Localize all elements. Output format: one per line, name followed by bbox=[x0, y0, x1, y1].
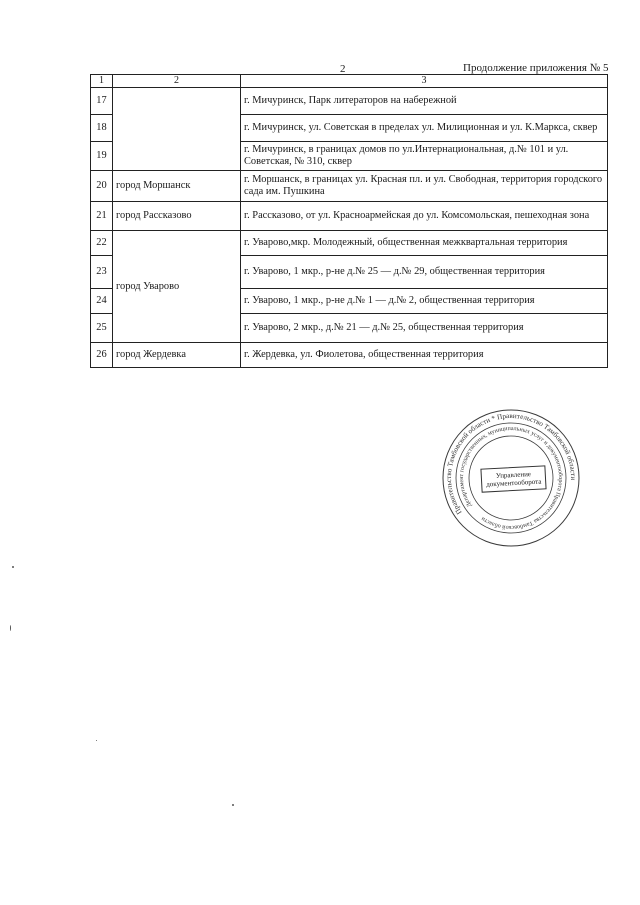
table-row bbox=[91, 343, 608, 368]
place-cell: г. Мичуринск, Парк литераторов на набережной bbox=[241, 88, 608, 115]
row-number: 17 bbox=[91, 88, 113, 115]
table-row bbox=[91, 171, 608, 202]
row-number: 21 bbox=[91, 202, 113, 231]
place-cell: г. Уварово, 1 мкр., р-не д.№ 1 — д.№ 2, общественная территория bbox=[241, 289, 608, 314]
row-number: 20 bbox=[91, 171, 113, 202]
city-cell: город Моршанск bbox=[113, 171, 241, 202]
city-cell-empty bbox=[113, 88, 241, 171]
place-cell: г. Рассказово, от ул. Красноармейская до ул. Комсомольская, пешеходная зона bbox=[241, 202, 608, 231]
table-row bbox=[91, 202, 608, 231]
place-cell: г. Моршанск, в границах ул. Красная пл. и ул. Свободная, территория городского сада им. Пушкина bbox=[241, 171, 608, 202]
table-row bbox=[91, 88, 608, 115]
row-number: 18 bbox=[91, 115, 113, 142]
official-stamp bbox=[441, 408, 581, 548]
stamp-center-line: Управление bbox=[496, 470, 532, 480]
place-cell: г. Жердевка, ул. Фиолетова, общественная территория bbox=[241, 343, 608, 368]
row-number: 22 bbox=[91, 231, 113, 256]
places-table bbox=[90, 74, 608, 368]
column-header: 3 bbox=[241, 75, 608, 88]
row-number: 26 bbox=[91, 343, 113, 368]
row-number: 25 bbox=[91, 314, 113, 343]
place-cell: г. Уварово, 1 мкр., р-не д.№ 25 — д.№ 29, общественная территория bbox=[241, 256, 608, 289]
scan-speck bbox=[232, 804, 234, 806]
page-number: 2 bbox=[340, 63, 346, 75]
svg-text:Правительство Тамбовской облас: Правительство Тамбовской области * Правительство Тамбовской области bbox=[444, 411, 578, 516]
city-cell: город Рассказово bbox=[113, 202, 241, 231]
table-header-row bbox=[91, 75, 608, 88]
city-cell: город Уварово bbox=[113, 231, 241, 343]
row-number: 23 bbox=[91, 256, 113, 289]
place-cell: г. Мичуринск, в границах домов по ул.Интернациональная, д.№ 101 и ул. Советская, № 310, сквер bbox=[241, 142, 608, 171]
continuation-title: Продолжение приложения № 5 bbox=[463, 62, 609, 74]
table-row bbox=[91, 231, 608, 256]
scan-speck bbox=[12, 566, 14, 568]
place-cell: г. Уварово,мкр. Молодежный, общественная межквартальная территория bbox=[241, 231, 608, 256]
place-cell: г. Мичуринск, ул. Советская в пределах ул. Милиционная и ул. К.Маркса, сквер bbox=[241, 115, 608, 142]
scan-speck bbox=[10, 625, 11, 631]
stamp-center-line: документооборота bbox=[486, 477, 543, 489]
svg-text:Департамент государственных, м: Департамент государственных, муниципальных услуг и документооборота Правительства Тамбовской области bbox=[458, 425, 564, 531]
scan-speck bbox=[96, 740, 97, 741]
place-cell: г. Уварово, 2 мкр., д.№ 21 — д.№ 25, общественная территория bbox=[241, 314, 608, 343]
stamp-rings bbox=[441, 408, 581, 548]
city-cell: город Жердевка bbox=[113, 343, 241, 368]
row-number: 24 bbox=[91, 289, 113, 314]
column-header: 2 bbox=[113, 75, 241, 88]
column-header: 1 bbox=[91, 75, 113, 88]
row-number: 19 bbox=[91, 142, 113, 171]
